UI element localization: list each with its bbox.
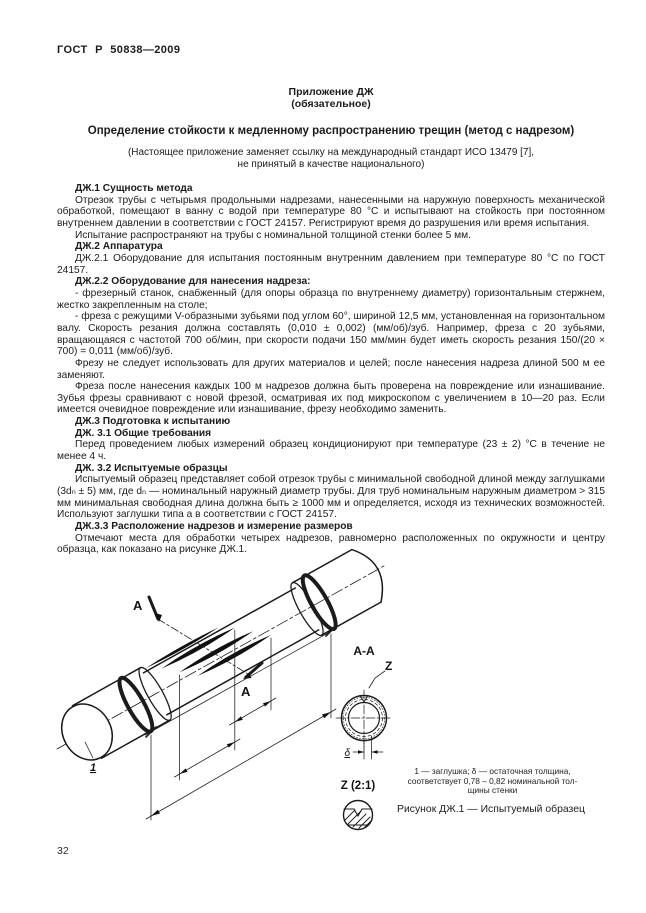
paragraph: Отрезок трубы с четырьмя продольными надрезами, нанесенными на наружную поверхность механической обработкой, помещают в ванну с водой при температуре 80 °С и испытывают на стойкость при постоянном внутреннем давлении в соответствии с ГОСТ 24157. Регистрируют время до разрушения или время испытания. <box>57 194 605 229</box>
section-view-ring <box>336 671 392 748</box>
section-arrow-label-bottom: A <box>241 684 251 699</box>
section-heading: ДЖ.1 Сущность метода <box>75 183 193 194</box>
figure-note-line2: соответствует 0,78 – 0,82 номинальной тол- <box>407 775 578 786</box>
delta-label: δ <box>344 748 350 759</box>
pipe-top-edge <box>143 588 295 673</box>
paragraph: Фреза после нанесения каждых 100 м надрезов должна быть проверена на повреждение или изнашивание. Зубья фрезы сравнивают с новой фрезой, осматривая их под микроскопом с увеличением в 10—20 раз. Если имеется очевидное повреждение или изнашивание, фрезу необходимо заменить. <box>57 381 605 416</box>
appendix-note <box>57 147 605 171</box>
plug-ref-label: 1 <box>90 762 97 774</box>
appendix-note-line2: не принятый в качестве национального) <box>237 159 425 170</box>
notches <box>145 627 271 676</box>
paragraph: Фрезу не следует использовать для других материалов и целей; после нанесения надреза длиной 500 м ее заменяют. <box>57 357 605 381</box>
figure-drawing <box>45 548 395 846</box>
paragraph: Отмечают места для обработки четырех надрезов, равномерно расположенных по окружности и центру образца, как показано на рисунке ДЖ.1. <box>57 532 605 556</box>
paragraph: ДЖ.2.1 Оборудование для испытания постоянным внутренним давлением при температуре 80 °С по ГОСТ 24157. <box>57 252 605 276</box>
appendix-label: Приложение ДЖ <box>288 86 374 98</box>
detail-ref-label: Z <box>385 659 393 673</box>
doc-number: ГОСТ Р 50838—2009 <box>57 44 181 56</box>
paragraph: - фреза с режущими V-образными зубьями под углом 60°, шириной 12,5 мм, установленная на горизонтальном валу. Скорость резания должна составлять (0,010 ± 0,002) (мм/об)/зуб. Например, фреза с 20 зубьями, вращающаяся с частотой 700 об/мин, при скорости подачи 150 мм/мин будет иметь скорость резания 150/(20 × 700) = 0,011 (мм/об)/зуб. <box>57 311 605 358</box>
page-number: 32 <box>57 845 69 857</box>
paragraph: - фрезерный станок, снабженный (для опоры образца по внутреннему диаметру) горизонтальным стержнем, жестко закрепленным на столе; <box>57 287 605 311</box>
appendix-note-line1: (Настоящее приложение заменяет ссылку на международный стандарт ИСО 13479 [7], <box>127 147 535 158</box>
section-heading: ДЖ.2 Аппаратура <box>75 241 163 253</box>
left-plug-face <box>52 695 122 769</box>
section-heading: ДЖ.3 Подготовка к испытанию <box>75 416 231 428</box>
section-view-label: A-A <box>353 644 375 658</box>
figure-note <box>385 767 600 796</box>
document-content <box>57 86 605 556</box>
figure-note-line1: 1 — заглушка; δ — остаточная толщина, <box>414 766 571 776</box>
detail-z-view <box>344 801 373 830</box>
appendix-type: (обязательное) <box>291 98 371 110</box>
section-heading: ДЖ. 3.2 Испытуемые образцы <box>75 462 228 474</box>
body-paragraphs <box>57 183 605 556</box>
section-arrow-label-top: A <box>133 598 143 613</box>
section-heading: ДЖ.3.3 Расположение надрезов и измерение размеров <box>75 521 353 533</box>
detail-view-label: Z (2:1) <box>340 780 376 792</box>
paragraph: Перед проведением любых измерений образец кондиционируют при температуре (23 ± 2) °С в течение не менее 4 ч. <box>57 439 605 463</box>
paragraph: Испытуемый образец представляет собой отрезок трубы с минимальной свободной длиной между заглушками (3dₙ ± 5) мм, где dₙ — номинальный наружный диаметр трубы. Для труб номинальным наружным диаметром > 315 мм минимальная свободная длина должна быть ≥ 1000 мм и определяется, исходя из технических возможностей. Используют заглушки типа а в соответствии с ГОСТ 24157. <box>57 474 605 521</box>
appendix-title: Определение стойкости к медленному распространению трещин (метод с надрезом) <box>87 125 575 137</box>
section-heading: ДЖ. 3.1 Общие требования <box>75 427 212 439</box>
paragraph: Испытание распространяют на трубы с номинальной толщиной стенки более 5 мм. <box>75 229 471 241</box>
section-heading: ДЖ.2.2 Оборудование для нанесения надреза: <box>75 276 311 288</box>
figure-caption: Рисунок ДЖ.1 — Испытуемый образец <box>397 804 585 815</box>
figure-note-line3: щины стенки <box>467 785 518 796</box>
dimension-arrows <box>151 701 331 816</box>
